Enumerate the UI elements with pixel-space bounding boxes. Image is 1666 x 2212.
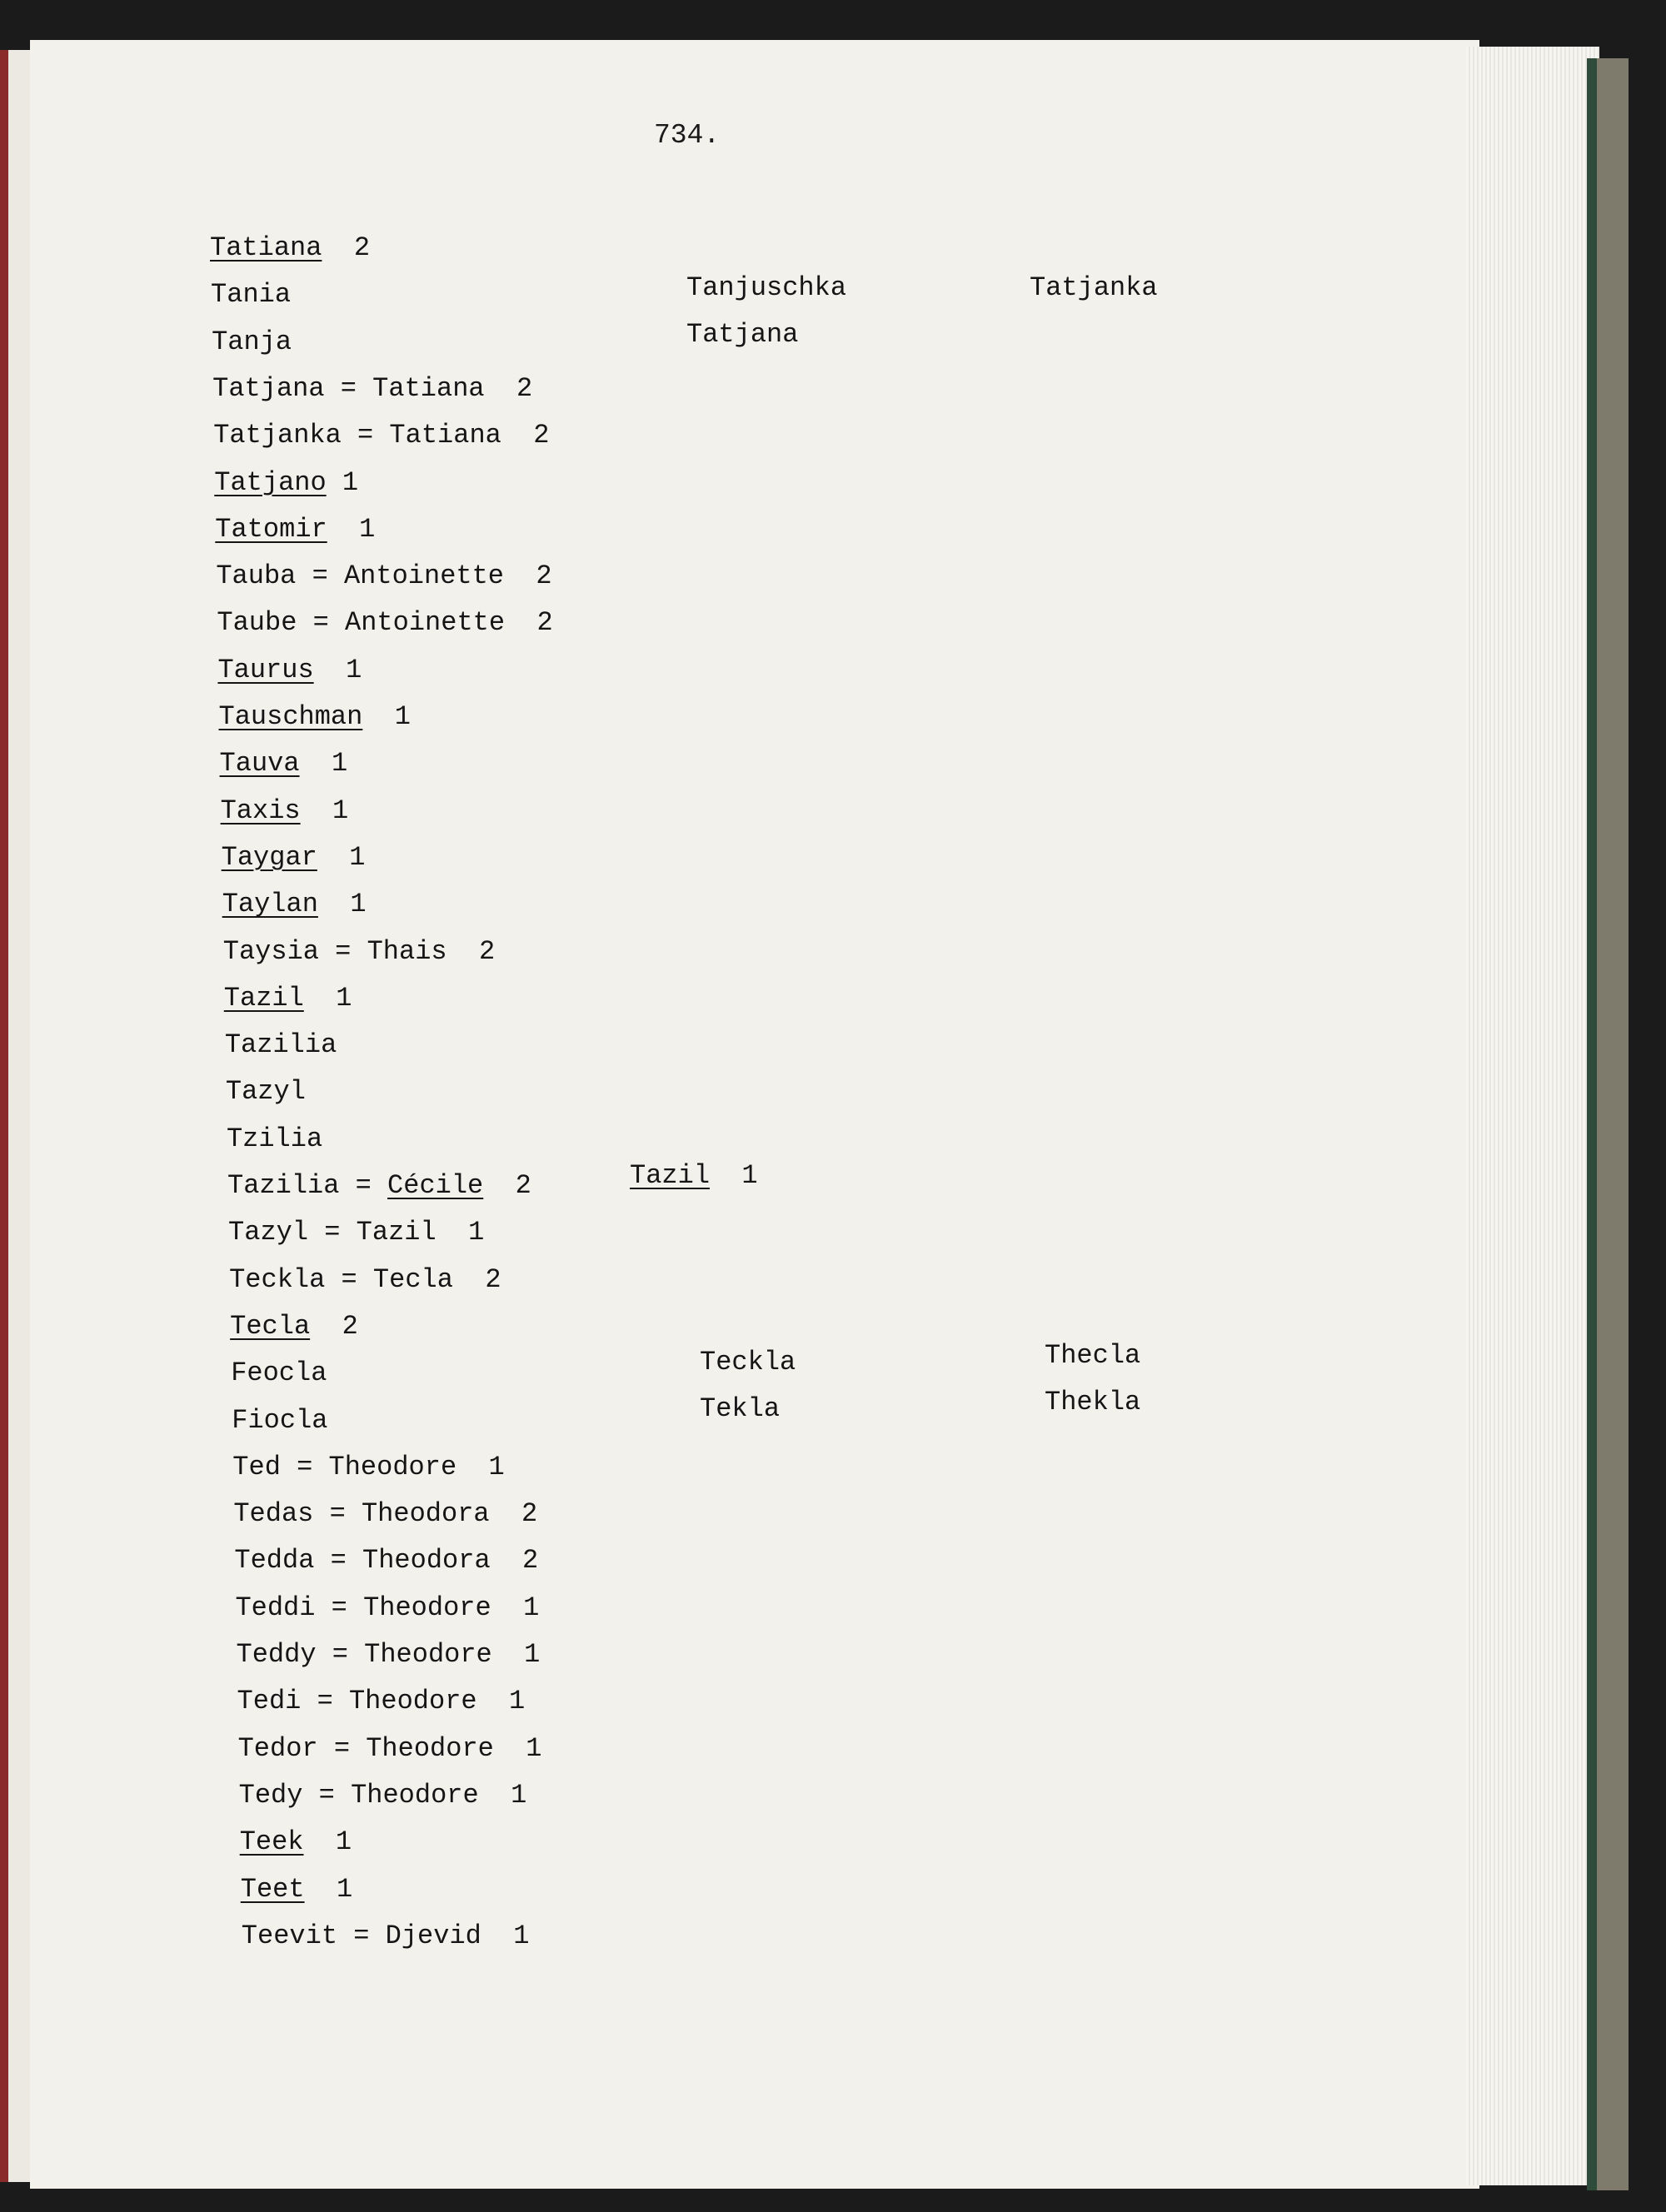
entry-row	[214, 466, 358, 500]
entry-row	[238, 1732, 542, 1766]
entry-name: Teddy = Theodore 1	[236, 1639, 541, 1670]
entry-row	[215, 513, 375, 546]
entry-name: Tazilia =	[227, 1170, 388, 1201]
entry-count: 1	[299, 748, 348, 780]
entry-count: 1	[303, 982, 352, 1014]
variant-tanjuschka: Tanjuschka	[686, 272, 847, 303]
entry-row	[225, 1029, 337, 1062]
entry-count: 1	[313, 654, 362, 685]
entry-name: Tazilia	[224, 1029, 337, 1061]
entry-row	[212, 372, 532, 406]
entry-row	[219, 700, 411, 734]
entry-name: Tatiana	[210, 232, 322, 263]
book-cover-edge	[1587, 58, 1597, 2190]
entry-count: 1	[300, 795, 349, 826]
entry-name: Tedor = Theodore 1	[237, 1732, 542, 1764]
entry-row	[223, 935, 495, 969]
variant-tekla: Tekla	[700, 1393, 781, 1424]
entry-row	[233, 1497, 537, 1531]
entry-name: Taysia = Thais 2	[222, 935, 496, 967]
entry-row	[210, 232, 370, 265]
entry-row	[235, 1592, 539, 1625]
entry-row	[241, 1873, 352, 1906]
entry-count: 2	[322, 232, 371, 263]
entry-name: Tzilia	[226, 1123, 323, 1154]
entry-name: Tania	[211, 279, 292, 311]
entry-name: Taylan	[222, 889, 318, 920]
entry-name: Tatjano	[214, 466, 327, 498]
entry-row	[234, 1544, 538, 1577]
book-spine-edge	[0, 50, 8, 2182]
entry-name: Feocla	[231, 1358, 327, 1389]
entry-count: 2	[310, 1310, 358, 1342]
entry-name: Tedy = Theodore 1	[238, 1779, 527, 1811]
entry-row	[221, 795, 349, 828]
entry-row	[211, 278, 291, 311]
entry-count: 1	[317, 841, 366, 873]
entry-name: Tanja	[212, 326, 292, 357]
entry-count: 2	[483, 1170, 531, 1201]
entry-row	[229, 1263, 501, 1297]
entry-row	[222, 888, 367, 921]
page-number: 734.	[654, 120, 721, 151]
entry-name: Fiocla	[232, 1404, 328, 1436]
entry-name: Tatjanka = Tatiana 2	[213, 420, 550, 451]
entry-count: 1	[326, 466, 359, 498]
entry-name: Tedas = Theodora 2	[233, 1498, 538, 1530]
page-stack-edge	[1466, 47, 1599, 2185]
entry-row	[232, 1404, 327, 1437]
entry-name: Tazyl	[225, 1076, 306, 1108]
entry-name: Tatjana = Tatiana 2	[212, 372, 533, 404]
entry-row	[224, 982, 352, 1015]
entry-reference: Cécile	[387, 1170, 484, 1201]
entry-count: 1	[303, 1826, 352, 1858]
entry-name: Tedda = Theodora 2	[234, 1545, 539, 1577]
entry-name: Tatomir	[215, 513, 327, 545]
entry-row	[242, 1920, 530, 1953]
cross-reference	[630, 1159, 758, 1193]
entry-row	[227, 1169, 531, 1203]
entry-row	[227, 1123, 322, 1156]
entry-name: Taxis	[220, 795, 301, 826]
variant-tatjanka: Tatjanka	[1030, 272, 1158, 303]
entry-row	[216, 560, 551, 593]
entry-name: Teddi = Theodore 1	[235, 1592, 540, 1623]
entry-name: Teet	[240, 1873, 305, 1905]
entry-name: Tauschman	[218, 701, 363, 732]
entry-name: Tazil	[223, 982, 304, 1014]
variant-thecla: Thecla	[1045, 1340, 1141, 1371]
entry-name: Taube = Antoinette 2	[217, 607, 553, 639]
entry-name: Tazyl = Tazil 1	[228, 1217, 485, 1248]
entry-name: Teevit = Djevid 1	[241, 1920, 530, 1951]
cross-reference-count: 1	[741, 1160, 758, 1191]
variant-tatjana: Tatjana	[686, 319, 799, 350]
entry-row	[213, 419, 549, 452]
variant-teckla: Teckla	[700, 1347, 796, 1378]
entry-name: Tedi = Theodore 1	[237, 1686, 526, 1717]
entry-count: 1	[362, 701, 411, 732]
entry-name: Ted = Theodore 1	[232, 1451, 505, 1482]
entry-row	[230, 1310, 358, 1343]
entry-row	[239, 1779, 527, 1812]
entry-row	[228, 1216, 484, 1249]
entry-row	[220, 747, 348, 780]
cross-reference-name: Tazil	[630, 1160, 711, 1191]
page-sheet	[30, 40, 1479, 2189]
entry-count: 1	[317, 889, 367, 920]
entry-name: Tauva	[219, 748, 300, 780]
entry-name: Teek	[239, 1826, 304, 1858]
variant-thekla: Thekla	[1045, 1387, 1141, 1417]
entry-name: Teckla = Tecla 2	[229, 1263, 501, 1295]
entry-count: 1	[304, 1873, 353, 1905]
entry-name: Taygar	[221, 841, 317, 873]
entry-row	[217, 606, 552, 640]
entry-row	[232, 1451, 504, 1484]
entry-row	[237, 1638, 541, 1671]
entry-row	[231, 1357, 327, 1390]
entry-row	[226, 1075, 306, 1108]
entry-name: Taurus	[217, 654, 314, 685]
entry-row	[212, 326, 292, 359]
entry-name: Tecla	[230, 1310, 311, 1342]
entry-count: 1	[327, 513, 376, 545]
entry-row	[240, 1826, 352, 1859]
entry-row	[217, 654, 362, 687]
entry-name: Tauba = Antoinette 2	[216, 560, 552, 592]
entry-row	[237, 1685, 526, 1718]
entry-row	[222, 841, 366, 874]
